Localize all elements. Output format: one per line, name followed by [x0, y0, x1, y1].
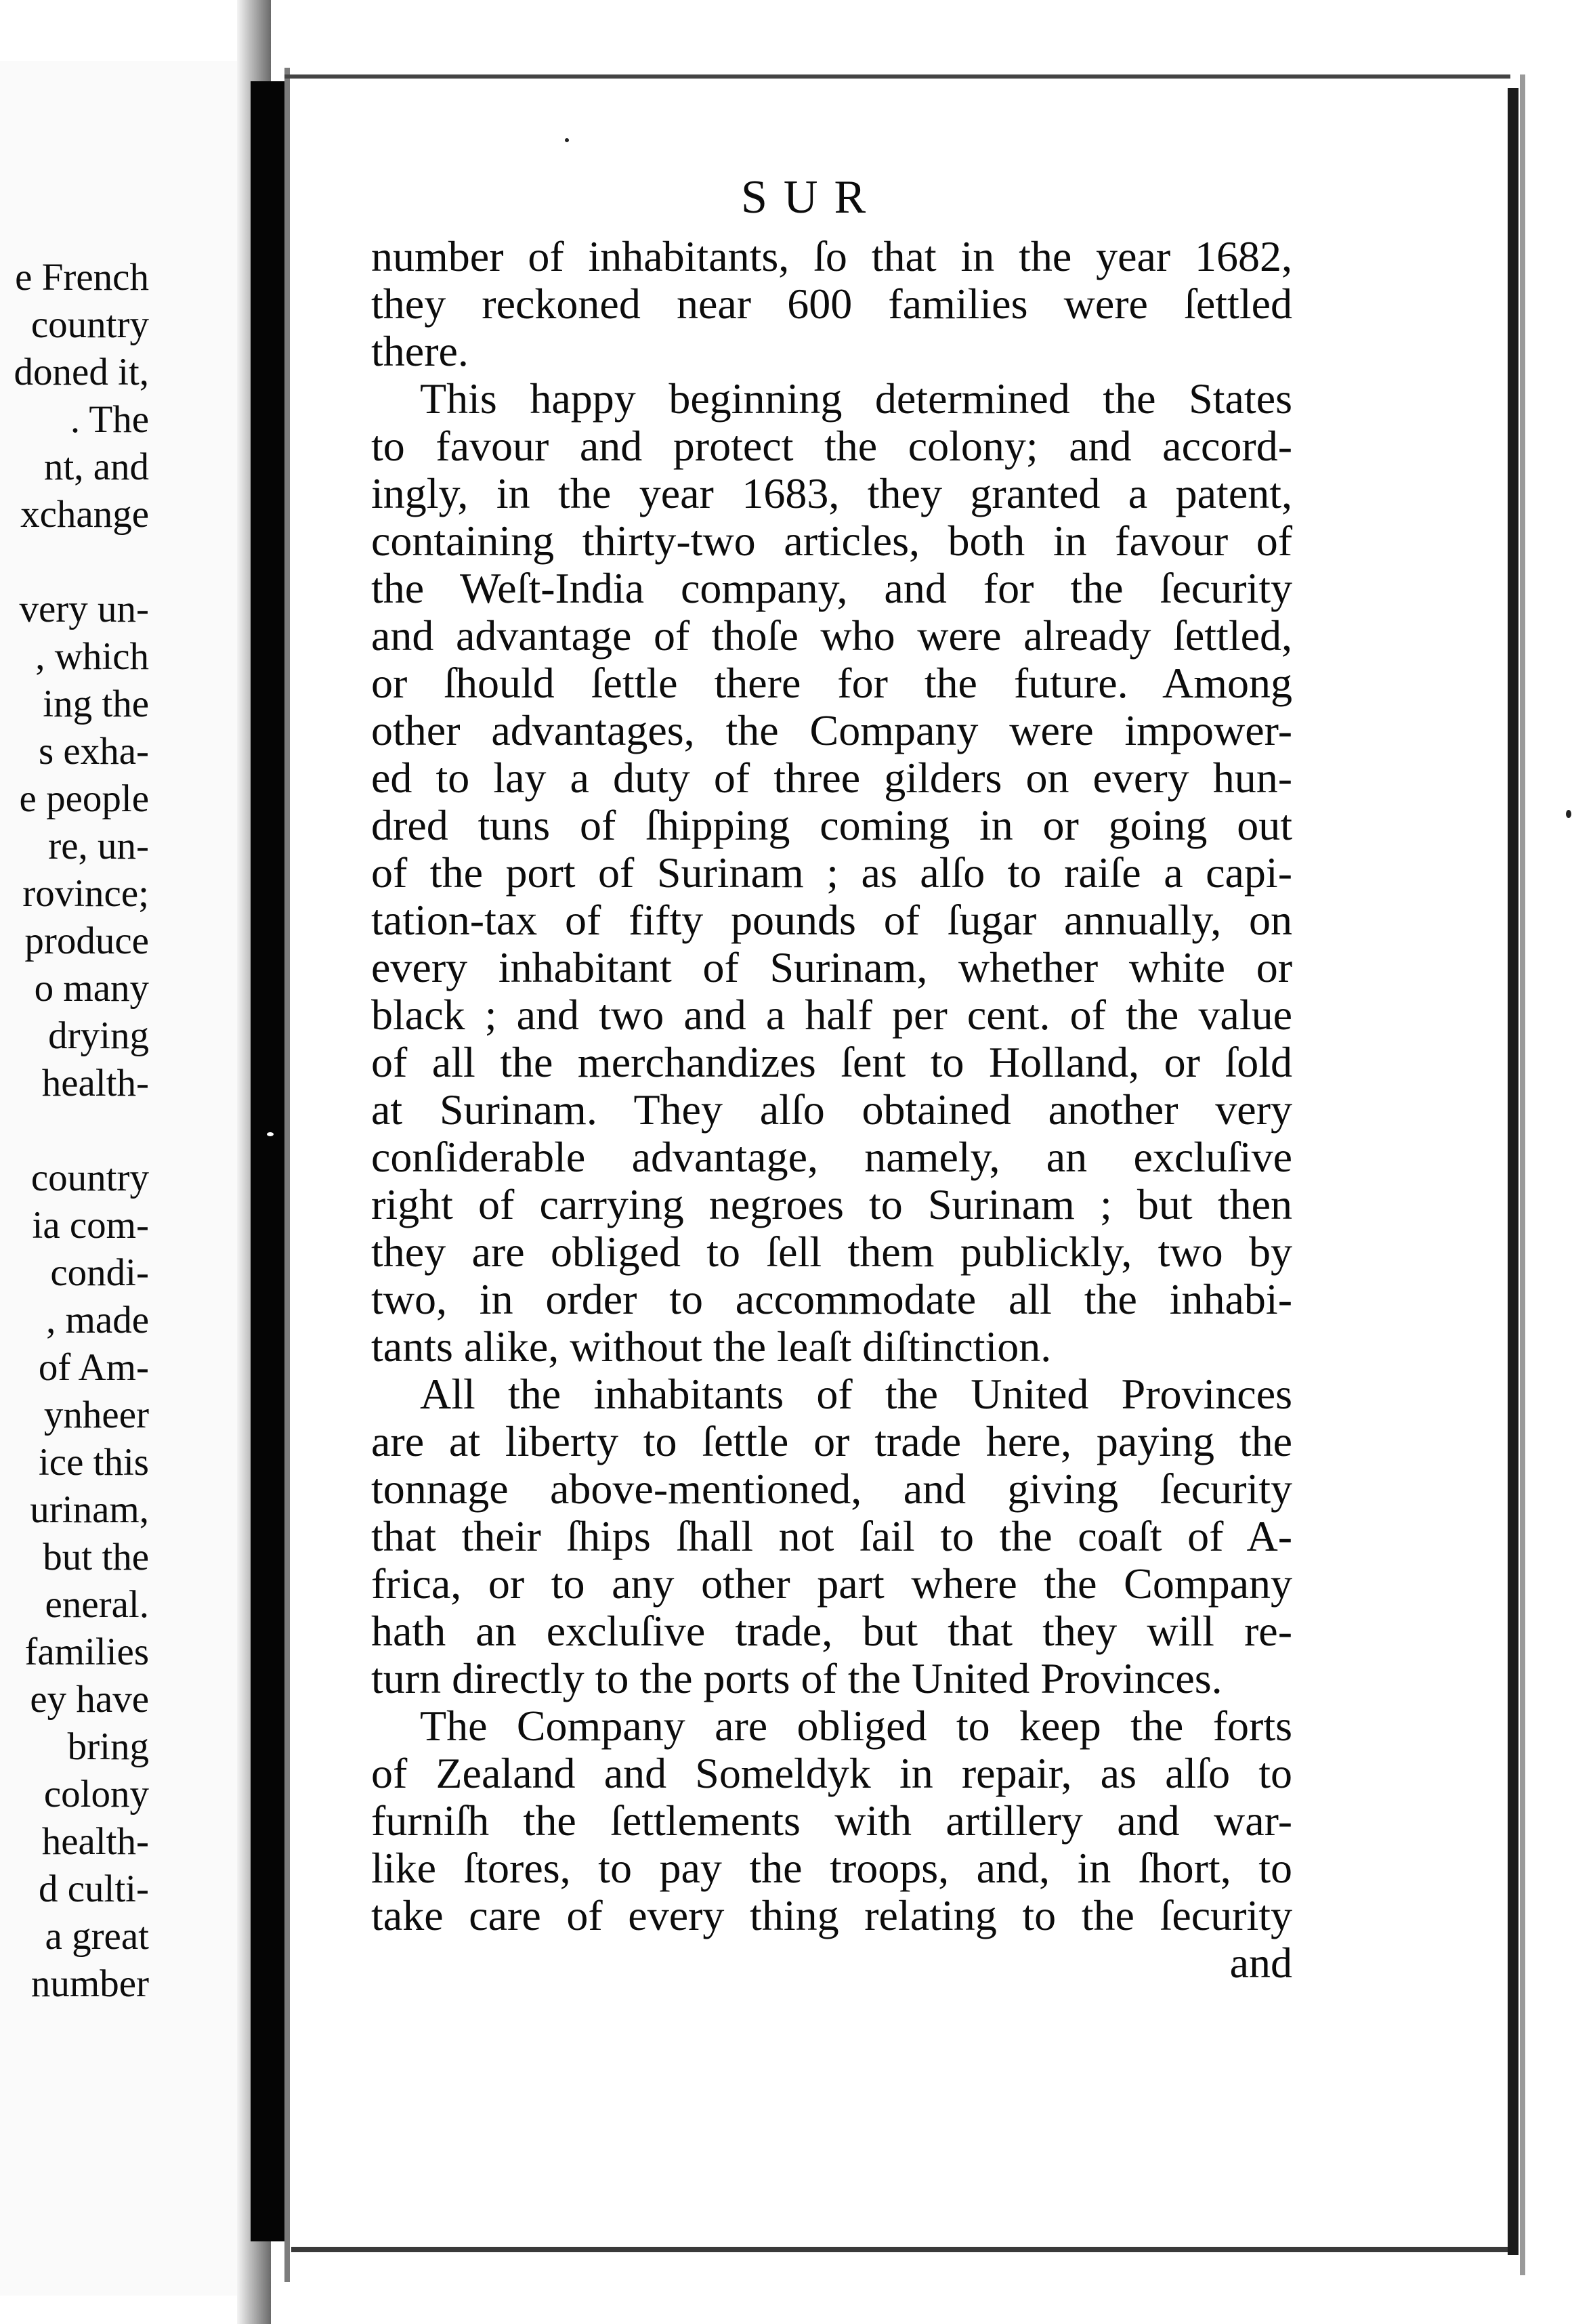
page-right-edge [1508, 88, 1518, 2255]
text-line: and advantage of thoſe who were already ſettled, [371, 611, 1292, 660]
text-line: like ſtores, to pay the troops, and, in ſhort, to [371, 1844, 1292, 1892]
left-page-line: , made [46, 1299, 149, 1341]
text-line: of the port of Surinam ; as alſo to raiſe a capi- [371, 848, 1292, 897]
text-line: are at liberty to ſettle or trade here, paying the [371, 1417, 1292, 1465]
left-page-line: eneral. [45, 1583, 149, 1626]
left-page-line: health- [41, 1820, 149, 1863]
text-line: tation-tax of fifty pounds of ſugar annually, on [371, 896, 1292, 944]
text-line: or ſhould ſettle there for the future. Among [371, 659, 1292, 707]
left-page-line: but the [43, 1536, 149, 1578]
text-line: that their ſhips ſhall not ſail to the coaſt of A- [371, 1512, 1292, 1560]
left-page-line: colony [43, 1773, 149, 1815]
scan-speck [267, 1132, 274, 1136]
left-page-line: xchange [20, 493, 149, 536]
left-page-line: nt, and [43, 446, 149, 488]
text-line: take care of every thing relating to the ſecurity [371, 1891, 1292, 1939]
left-page-line: e French [15, 256, 149, 299]
left-page-line: number [30, 1962, 149, 2005]
page-top-edge [284, 74, 1510, 79]
left-page-line: health- [41, 1062, 149, 1104]
left-page-line: , which [35, 635, 149, 678]
text-line: they reckoned near 600 families were ſettled [371, 280, 1292, 328]
left-page-line: of Am- [38, 1346, 149, 1389]
left-page-line: . The [70, 398, 149, 441]
page-right-shadow [1520, 74, 1525, 2275]
catchword: and [1229, 1939, 1292, 1987]
text-line: ed to lay a duty of three gilders on every hun- [371, 754, 1292, 802]
text-line: two, in order to accommodate all the inhabi- [371, 1275, 1292, 1323]
body-text [371, 233, 1292, 1987]
text-line: containing thirty-two articles, both in favour of [371, 517, 1292, 565]
left-page-line: ynheer [43, 1394, 149, 1436]
text-line: at Surinam. They alſo obtained another very [371, 1085, 1292, 1134]
text-line: The Company are obliged to keep the forts [420, 1702, 1292, 1750]
scan-speck [1566, 810, 1571, 818]
page-bottom-edge [291, 2247, 1510, 2252]
text-line: to favour and protect the colony; and accord- [371, 422, 1292, 470]
text-line: ingly, in the year 1683, they granted a patent, [371, 469, 1292, 517]
text-line: of all the merchandizes ſent to Holland, or ſold [371, 1038, 1292, 1086]
text-line: All the inhabitants of the United Provinces [420, 1370, 1292, 1418]
left-page-line: e people [19, 777, 149, 820]
left-page-line: country [30, 303, 149, 346]
text-line: tants alike, without the leaſt diſtinction. [371, 1322, 1052, 1371]
text-line: conſiderable advantage, namely, an excluſive [371, 1133, 1292, 1181]
left-page-line: very un- [19, 588, 149, 630]
text-line: the Weſt-India company, and for the ſecurity [371, 564, 1292, 612]
text-line: tonnage above-mentioned, and giving ſecurity [371, 1465, 1292, 1513]
left-page-line: produce [24, 920, 149, 962]
text-line: number of inhabitants, ſo that in the year 1682, [371, 232, 1292, 280]
left-page-line: re, un- [48, 825, 149, 867]
left-page-line: rovince; [22, 872, 149, 915]
left-page-line: doned it, [14, 351, 149, 393]
scan-speck [565, 138, 569, 142]
left-page-line: urinam, [30, 1488, 149, 1531]
text-line: frica, or to any other part where the Company [371, 1559, 1292, 1608]
text-line: there. [371, 327, 469, 375]
left-page-line: ice this [38, 1441, 149, 1484]
text-line: other advantages, the Company were impower- [371, 706, 1292, 754]
left-page-line: o many [34, 967, 149, 1010]
text-line: they are obliged to ſell them publickly, two by [371, 1228, 1292, 1276]
book-gutter [251, 81, 286, 2241]
text-line: hath an excluſive trade, but that they will re- [371, 1607, 1292, 1655]
text-line: This happy beginning determined the States [420, 374, 1292, 423]
text-line: of Zealand and Someldyk in repair, as alſo to [371, 1749, 1292, 1797]
left-page-line: ing the [43, 683, 149, 725]
left-facing-page [0, 61, 237, 2296]
left-page-line: ey have [30, 1678, 149, 1721]
left-page-line: ia com- [32, 1204, 149, 1247]
text-line: dred tuns of ſhipping coming in or going out [371, 801, 1292, 849]
text-line: right of carrying negroes to Surinam ; but then [371, 1180, 1292, 1228]
left-page-line: condi- [50, 1251, 149, 1294]
left-page-line: drying [48, 1014, 149, 1057]
text-line: every inhabitant of Surinam, whether white or [371, 943, 1292, 991]
left-page-line: a great [45, 1915, 149, 1958]
left-page-line: families [24, 1631, 149, 1673]
text-line: black ; and two and a half per cent. of the value [371, 991, 1292, 1039]
left-page-line: d culti- [38, 1868, 149, 1910]
left-page-line: bring [67, 1725, 149, 1768]
gutter-inner-edge [284, 68, 290, 2282]
running-head: SUR [741, 171, 883, 223]
text-line: furniſh the ſettlements with artillery and war- [371, 1796, 1292, 1845]
left-page-line: country [30, 1157, 149, 1199]
text-line: turn directly to the ports of the United Provinces. [371, 1654, 1223, 1702]
left-page-line: s exha- [38, 730, 149, 773]
